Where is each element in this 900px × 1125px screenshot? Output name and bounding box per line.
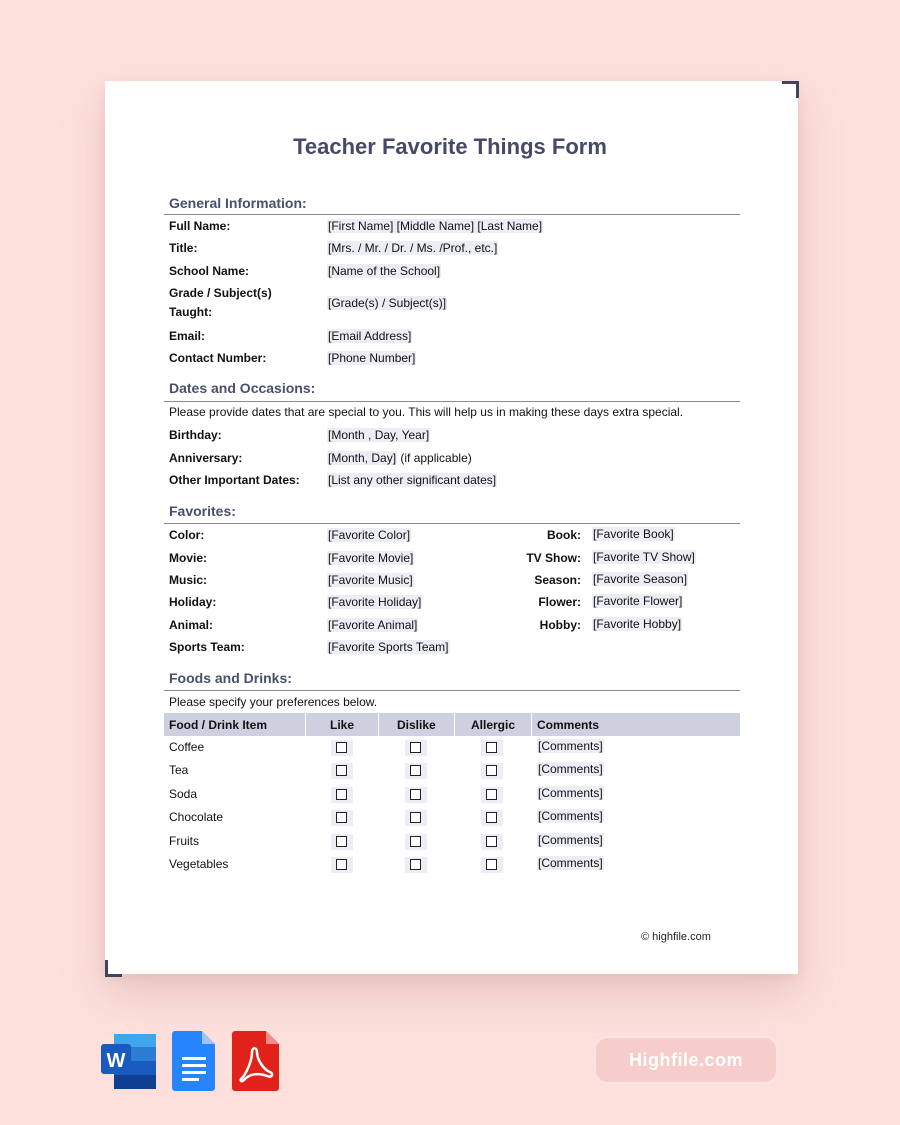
highfile-badge[interactable]: Highfile.com [596,1038,776,1082]
field-label: Other Important Dates: [169,473,300,487]
allergic-checkbox[interactable] [481,857,503,873]
like-checkbox[interactable] [331,763,353,779]
field-value-grade[interactable]: [Grade(s) / Subject(s)] [328,296,447,310]
allergic-checkbox[interactable] [481,740,503,756]
field-value-holiday[interactable]: [Favorite Holiday] [328,595,422,609]
section-heading-dates: Dates and Occasions: [169,380,316,396]
column-divider [454,713,455,736]
field-label: Full Name: [169,219,231,233]
like-checkbox[interactable] [331,740,353,756]
field-value-color[interactable]: [Favorite Color] [328,528,411,542]
section-divider [164,401,740,402]
dislike-checkbox[interactable] [405,787,427,803]
field-label: Season: [534,573,581,587]
allergic-checkbox[interactable] [481,763,503,779]
field-label: Movie: [169,551,208,565]
checkbox-box [336,765,347,776]
comments-field[interactable] [537,833,604,847]
field-value-tv-show[interactable]: [Favorite TV Show] [593,550,695,564]
like-checkbox[interactable] [331,810,353,826]
svg-text:W: W [106,1050,126,1072]
field-label: Animal: [169,618,214,632]
field-label: Contact Number: [169,351,267,365]
food-item-label: Fruits [169,834,199,848]
section-heading-favorites: Favorites: [169,503,236,519]
field-value-season[interactable]: [Favorite Season] [593,572,688,586]
section-heading-general: General Information: [169,195,307,211]
checkbox-box [486,836,497,847]
checkbox-box [410,812,421,823]
field-value-school[interactable]: [Name of the School] [328,264,441,278]
section-divider [164,523,740,524]
field-label: Hobby: [539,618,581,632]
field-value-book[interactable]: [Favorite Book] [593,527,674,541]
word-icon[interactable] [100,1030,158,1092]
comments-field[interactable] [537,856,604,870]
checkbox-box [336,836,347,847]
field-value-music[interactable]: [Favorite Music] [328,573,413,587]
field-label: Grade / Subject(s) Taught: [169,286,272,319]
pdf-icon[interactable] [232,1030,280,1092]
field-label: Color: [169,528,205,542]
dislike-checkbox[interactable] [405,857,427,873]
checkbox-box [336,789,347,800]
dislike-checkbox[interactable] [405,740,427,756]
checkbox-box [486,789,497,800]
checkbox-box [486,765,497,776]
field-label: TV Show: [526,551,581,565]
comments-value: [Comments] [538,739,603,753]
field-label: School Name: [169,264,250,278]
column-header-allergic: Allergic [471,718,516,732]
google-docs-icon[interactable] [172,1030,216,1092]
food-item-label: Coffee [169,740,205,754]
food-item-label: Soda [169,787,198,801]
field-value-hobby[interactable]: [Favorite Hobby] [593,617,682,631]
dislike-checkbox[interactable] [405,810,427,826]
checkbox-box [410,765,421,776]
checkbox-box [410,836,421,847]
comments-field[interactable] [537,809,604,823]
column-header-item: Food / Drink Item [169,718,268,732]
column-header-comments: Comments [537,718,600,732]
comments-value: [Comments] [538,762,603,776]
dislike-checkbox[interactable] [405,763,427,779]
food-item-label: Vegetables [169,857,229,871]
dates-intro: Please provide dates that are special to you. This will help us in making these days extra special. [169,405,684,419]
field-value-flower[interactable]: [Favorite Flower] [593,594,683,608]
comments-value: [Comments] [538,833,603,847]
copyright-credit: © highfile.com [641,931,711,943]
comments-field[interactable] [537,739,604,753]
column-header-like: Like [330,718,355,732]
field-value-phone[interactable]: [Phone Number] [328,351,416,365]
checkbox-box [410,789,421,800]
like-checkbox[interactable] [331,834,353,850]
food-item-label: Tea [169,763,189,777]
checkbox-box [486,859,497,870]
field-value-movie[interactable]: [Favorite Movie] [328,551,414,565]
corner-mark-bottom-left [105,960,122,977]
food-item-label: Chocolate [169,810,224,824]
field-label: Flower: [538,595,581,609]
page-title: Teacher Favorite Things Form [293,134,607,159]
field-label: Anniversary: [169,451,243,465]
checkbox-box [336,742,347,753]
allergic-checkbox[interactable] [481,810,503,826]
checkbox-box [486,742,497,753]
field-label: Title: [169,241,198,255]
field-label: Email: [169,329,206,343]
column-divider [378,713,379,736]
foods-intro: Please specify your preferences below. [169,695,378,709]
field-label: Sports Team: [169,640,245,654]
checkbox-box [410,742,421,753]
field-value-animal[interactable]: [Favorite Animal] [328,618,418,632]
column-divider [531,713,532,736]
field-value-other-dates[interactable]: [List any other significant dates] [328,473,497,487]
field-label: Holiday: [169,595,217,609]
checkbox-box [336,859,347,870]
field-value-email[interactable]: [Email Address] [328,329,412,343]
field-label: Music: [169,573,208,587]
comments-field[interactable] [537,786,604,800]
dislike-checkbox[interactable] [405,834,427,850]
field-value-birthday[interactable]: [Month , Day, Year] [328,428,430,442]
like-checkbox[interactable] [331,787,353,803]
checkbox-box [410,859,421,870]
comments-field[interactable] [537,762,604,776]
comments-value: [Comments] [538,809,603,823]
allergic-checkbox[interactable] [481,834,503,850]
field-label: Birthday: [169,428,222,442]
comments-value: [Comments] [538,856,603,870]
column-divider [305,713,306,736]
section-heading-foods: Foods and Drinks: [169,670,292,686]
field-value-sports-team[interactable]: [Favorite Sports Team] [328,640,449,654]
like-checkbox[interactable] [331,857,353,873]
field-value-title[interactable]: [Mrs. / Mr. / Dr. / Ms. /Prof., etc.] [328,241,498,255]
checkbox-box [336,812,347,823]
field-value-full-name[interactable]: [First Name] [Middle Name] [Last Name] [328,219,543,233]
corner-mark-top-right [782,81,799,98]
section-divider [164,214,740,215]
field-label: Book: [547,528,581,542]
section-divider [164,690,740,691]
column-header-dislike: Dislike [397,718,436,732]
field-value-anniversary[interactable]: [Month, Day] (if applicable) [328,451,472,465]
allergic-checkbox[interactable] [481,787,503,803]
checkbox-box [486,812,497,823]
comments-value: [Comments] [538,786,603,800]
